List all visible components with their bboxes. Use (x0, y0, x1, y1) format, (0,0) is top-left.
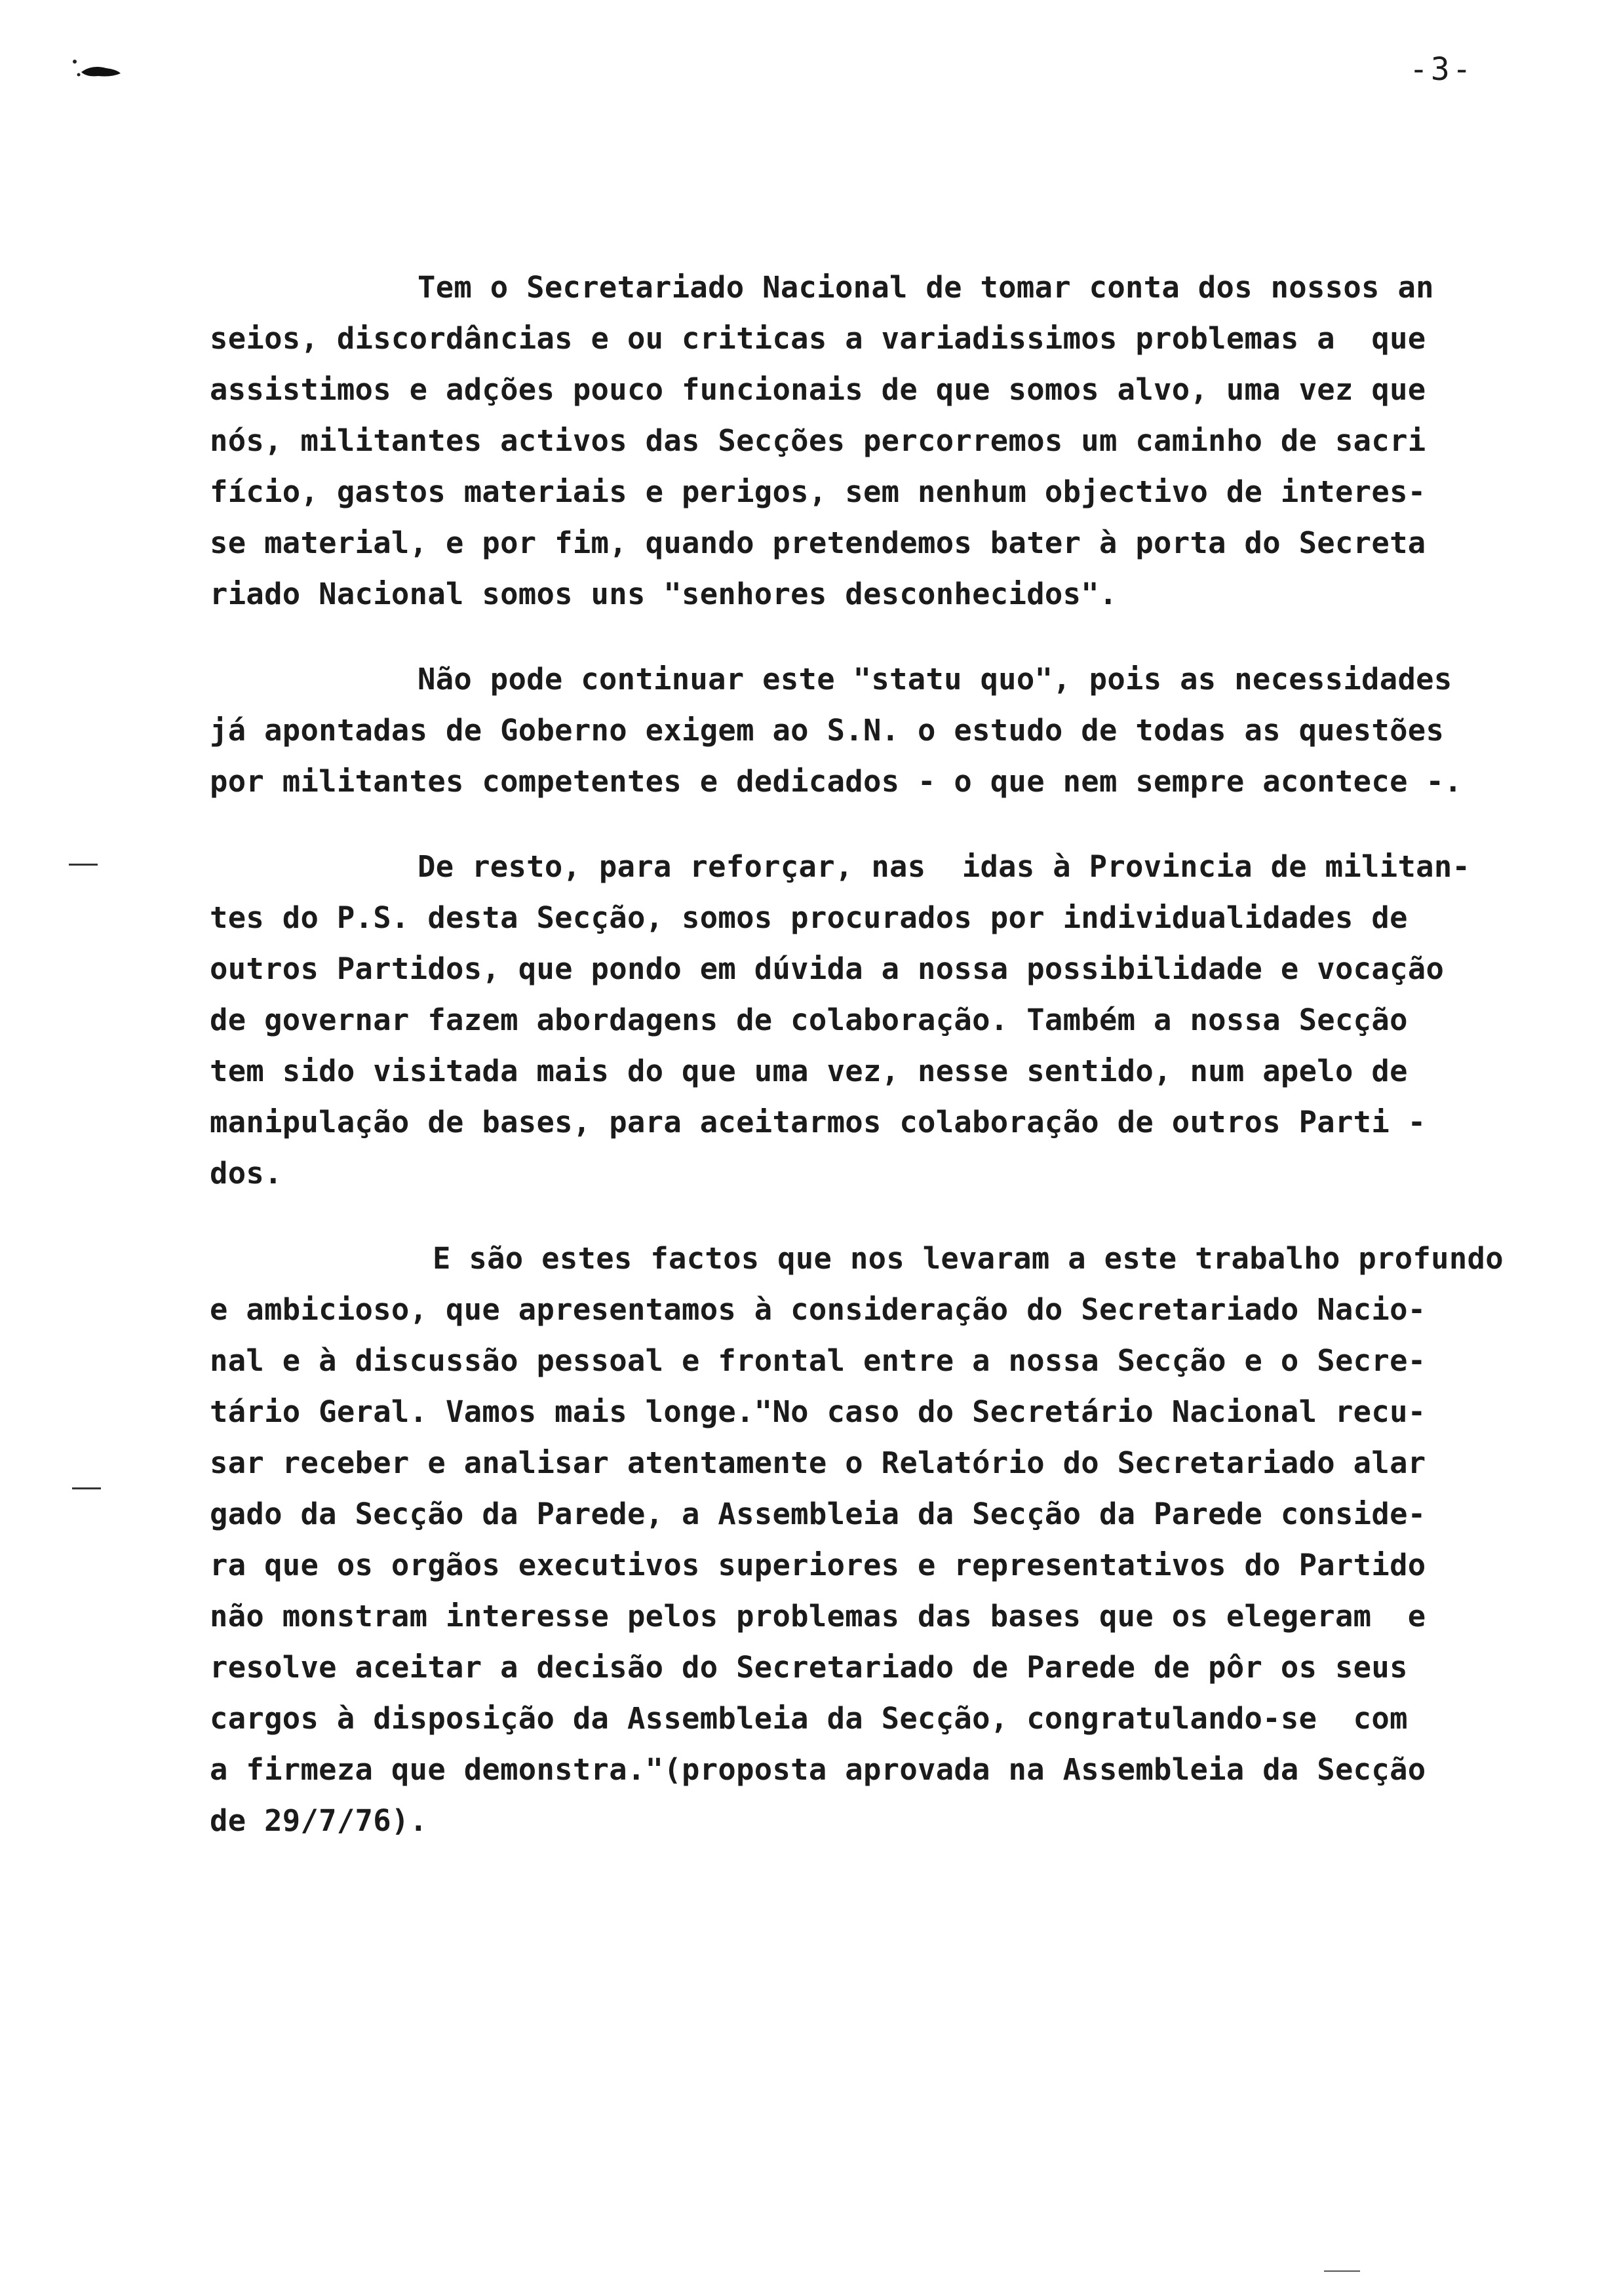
text-line: sar receber e analisar atentamente o Relatório do Secretariado alar (210, 1445, 1426, 1480)
margin-mark (72, 1487, 101, 1489)
text-line: manipulação de bases, para aceitarmos colaboração de outros Parti - (210, 1105, 1426, 1139)
paragraph (210, 1233, 1586, 1846)
text-line: cargos à disposição da Assembleia da Secção, congratulando-se com (210, 1701, 1408, 1736)
ink-blot-mark (72, 59, 125, 79)
document-body (210, 262, 1586, 1846)
page-number: -3- (1409, 51, 1474, 88)
text-line: por militantes competentes e dedicados - o que nem sempre acontece -. (210, 764, 1462, 799)
text-line: outros Partidos, que pondo em dúvida a nossa possibilidade e vocação (210, 951, 1445, 986)
text-line: Tem o Secretariado Nacional de tomar conta dos nossos an (418, 270, 1434, 305)
text-line: a firmeza que demonstra."(proposta aprovada na Assembleia da Secção (210, 1752, 1426, 1787)
text-line: nós, militantes activos das Secções percorremos um caminho de sacri (210, 423, 1426, 458)
text-line: não monstram interesse pelos problemas das bases que os elegeram e (210, 1599, 1426, 1634)
text-line: riado Nacional somos uns "senhores desconhecidos". (210, 577, 1118, 611)
text-line: ra que os orgãos executivos superiores e representativos do Partido (210, 1548, 1426, 1582)
text-line: tes do P.S. desta Secção, somos procurados por individualidades de (210, 900, 1408, 935)
text-line: de governar fazem abordagens de colaboração. Também a nossa Secção (210, 1003, 1408, 1037)
paragraph (210, 262, 1586, 620)
text-line: e ambicioso, que apresentamos à consideração do Secretariado Nacio- (210, 1292, 1426, 1327)
text-line: se material, e por fim, quando pretendemos bater à porta do Secreta (210, 526, 1426, 560)
text-line: fício, gastos materiais e perigos, sem nenhum objectivo de interes- (210, 474, 1426, 509)
text-line: tem sido visitada mais do que uma vez, nesse sentido, num apelo de (210, 1054, 1408, 1088)
text-line: resolve aceitar a decisão do Secretariado de Parede de pôr os seus (210, 1650, 1408, 1685)
text-line: de 29/7/76). (210, 1803, 428, 1838)
text-line: gado da Secção da Parede, a Assembleia da Secção da Parede conside- (210, 1497, 1426, 1531)
text-line: Não pode continuar este "statu quo", pois as necessidades (418, 662, 1452, 697)
text-line: já apontadas de Goberno exigem ao S.N. o estudo de todas as questões (210, 713, 1445, 748)
text-line: tário Geral. Vamos mais longe."No caso do Secretário Nacional recu- (210, 1394, 1426, 1429)
text-line: De resto, para reforçar, nas idas à Provincia de militan- (418, 849, 1471, 884)
bottom-mark (1324, 2270, 1360, 2272)
text-line: dos. (210, 1156, 282, 1191)
paragraph (210, 654, 1586, 807)
margin-mark (69, 864, 98, 866)
text-line: seios, discordâncias e ou criticas a variadissimos problemas a que (210, 321, 1426, 356)
text-line: assistimos e adções pouco funcionais de que somos alvo, uma vez que (210, 372, 1426, 407)
text-line: nal e à discussão pessoal e frontal entre a nossa Secção e o Secre- (210, 1343, 1426, 1378)
text-line: E são estes factos que nos levaram a este trabalho profundo (433, 1241, 1504, 1276)
paragraph (210, 841, 1586, 1199)
